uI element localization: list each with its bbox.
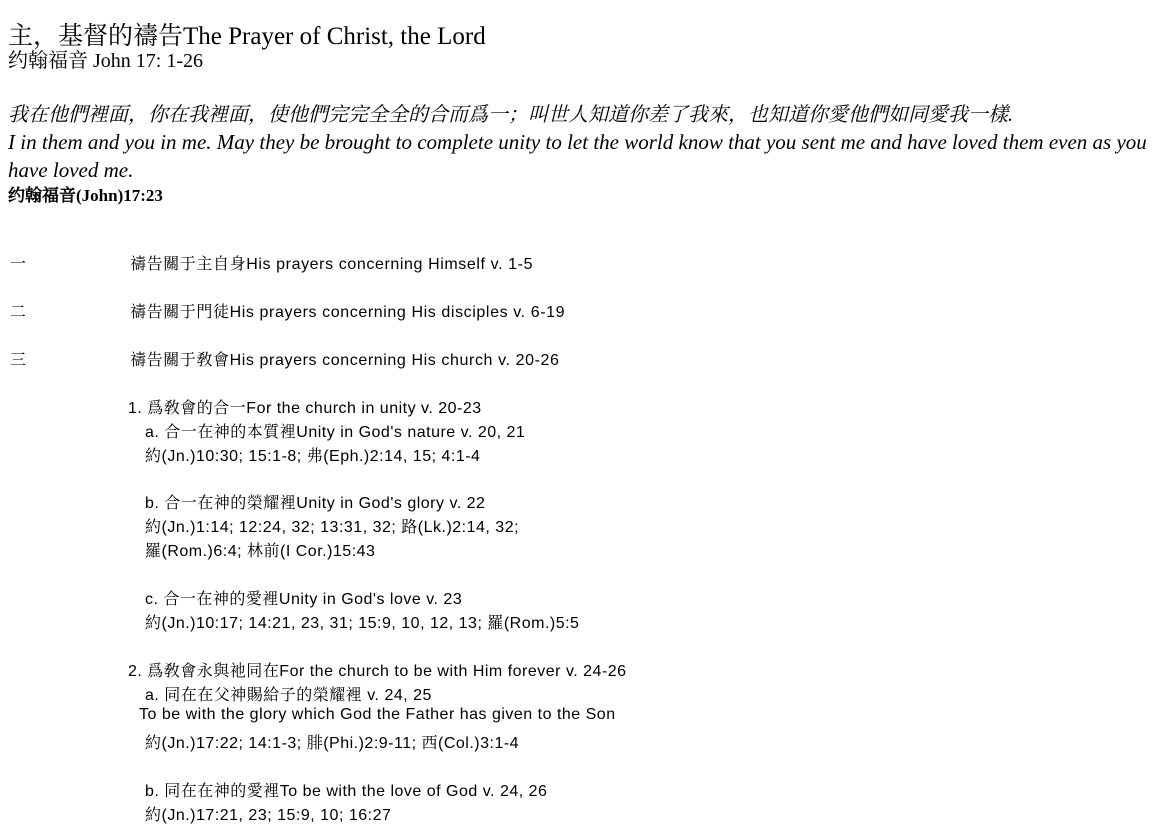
quote-chinese: 我在他們裡面，你在我裡面，使他們完完全全的合而爲一；叫世人知道你差了我來，也知道你愛他們如同愛我一樣. (8, 104, 1013, 126)
section-number: 三 (10, 352, 27, 369)
section-heading: 禱告關于主自身His prayers concerning Himself v. 1-5 (130, 256, 534, 273)
outline-subpoint: a. 合一在神的本質裡Unity in God's nature v. 20, 21 (145, 424, 526, 441)
outline-subpoint-english: To be with the glory which God the Father has given to the Son (139, 706, 616, 723)
page-title: 主，基督的禱告The Prayer of Christ, the Lord (8, 23, 486, 50)
section-heading: 禱告關于門徒His prayers concerning His disciples v. 6-19 (130, 304, 566, 321)
scripture-reference: 約(Jn.)10:17; 14:21, 23, 31; 15:9, 10, 12, 13; 羅(Rom.)5:5 (145, 615, 580, 632)
outline-subpoint: b. 同在在神的愛裡To be with the love of God v. 24, 26 (145, 783, 548, 800)
page-subtitle: 约翰福音 John 17: 1-26 (8, 50, 203, 72)
outline-subpoint: b. 合一在神的榮耀裡Unity in God's glory v. 22 (145, 495, 486, 512)
section-heading: 禱告關于敎會His prayers concerning His church v. 20-26 (130, 352, 560, 369)
outline-subpoint: c. 合一在神的愛裡Unity in God's love v. 23 (145, 591, 463, 608)
scripture-reference: 約(Jn.)1:14; 12:24, 32; 13:31, 32; 路(Lk.)2:14, 32; (145, 519, 520, 536)
section-number: 一 (10, 256, 27, 273)
outline-point: 1. 爲敎會的合一For the church in unity v. 20-23 (128, 400, 482, 417)
scripture-reference: 約(Jn.)10:30; 15:1-8; 弗(Eph.)2:14, 15; 4:1-4 (145, 448, 481, 465)
quote-reference: 约翰福音(John)17:23 (8, 186, 163, 205)
outline-subpoint: a. 同在在父神賜給子的榮耀裡 v. 24, 25 (145, 687, 432, 704)
scripture-reference: 約(Jn.)17:22; 14:1-3; 腓(Phi.)2:9-11; 西(Col.)3:1-4 (145, 735, 520, 752)
quote-english: I in them and you in me. May they be brought to complete unity to let the world know that you sent me and have loved them even as you have loved me. (8, 130, 1147, 182)
scripture-reference: 羅(Rom.)6:4; 林前(I Cor.)15:43 (145, 543, 376, 560)
outline-point: 2. 爲敎會永與祂同在For the church to be with Him forever v. 24-26 (128, 663, 627, 680)
section-number: 二 (10, 304, 27, 321)
scripture-reference: 約(Jn.)17:21, 23; 15:9, 10; 16:27 (145, 807, 392, 824)
